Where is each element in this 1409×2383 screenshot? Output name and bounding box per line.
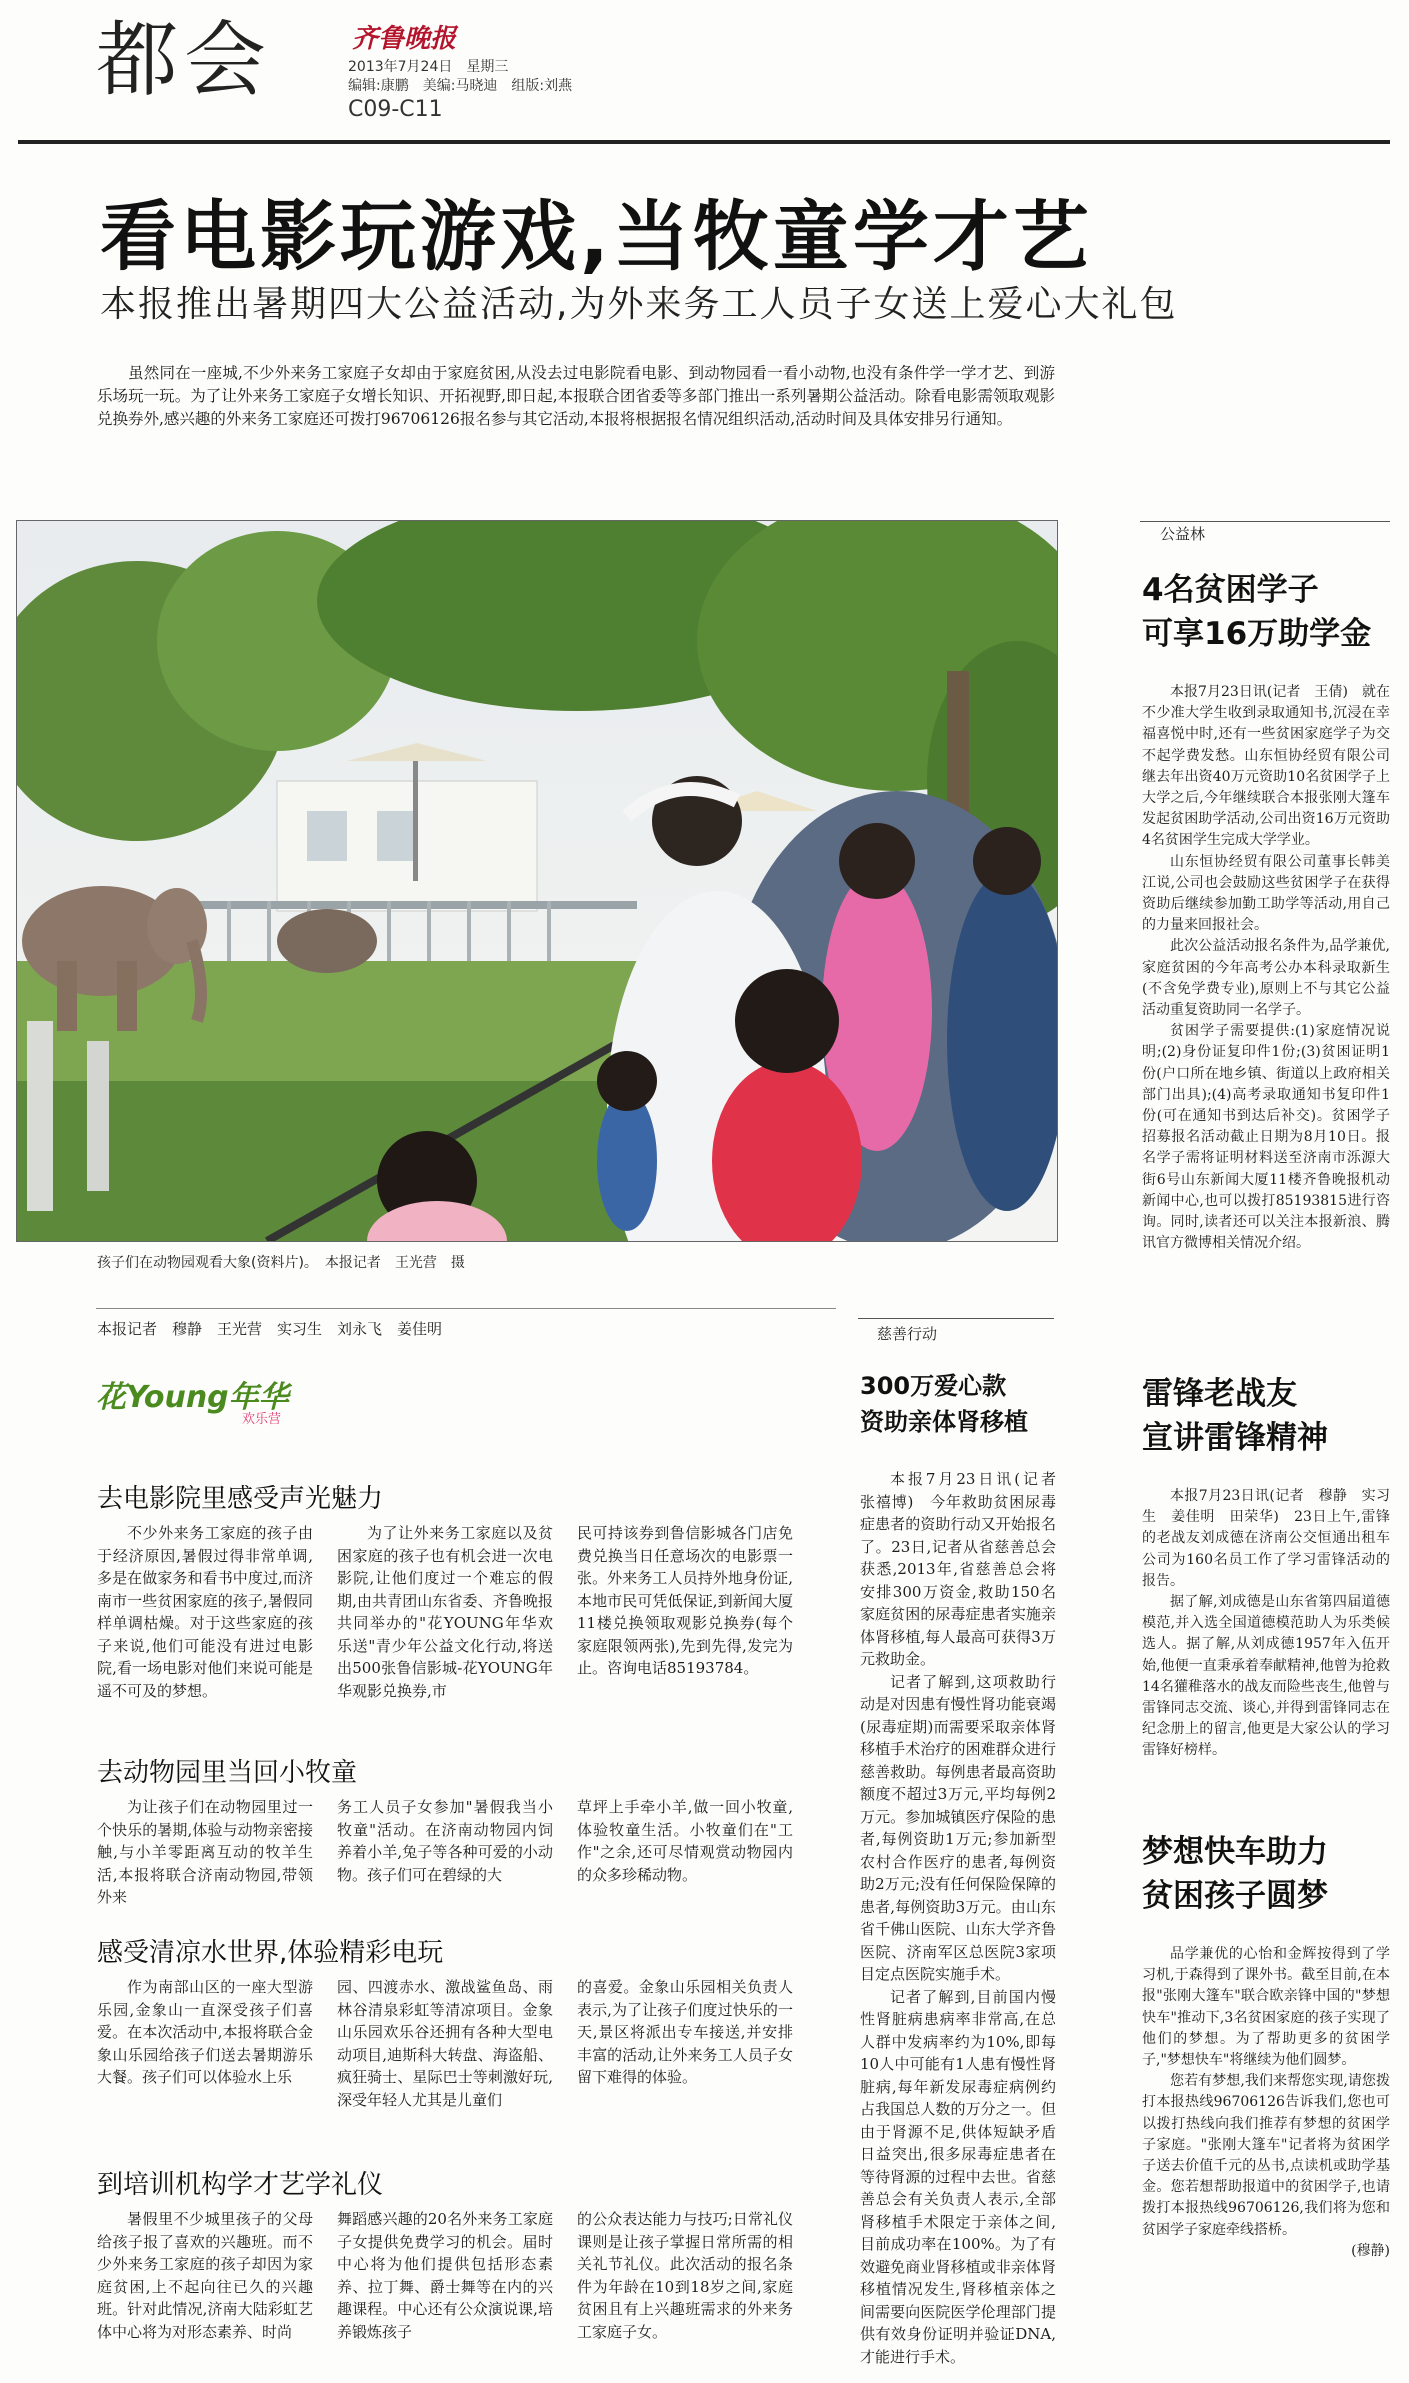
photo-caption: 孩子们在动物园观看大象(资料片)。 本报记者 王光营 摄	[97, 1255, 465, 1271]
right-tag-rule	[1140, 521, 1390, 522]
masthead-logo: 齐鲁晚报	[352, 24, 457, 54]
photo-illustration	[17, 521, 1057, 1241]
section-training-col3: 的公众表达能力与技巧;日常礼仪课则是让孩子掌握日常所需的相关礼节礼仪。此次活动的报名条件为年龄在10到18岁之间,家庭贫困且有上兴趣班需求的外来务工家庭子女。	[577, 2210, 793, 2341]
section-zoo-col3: 草坪上手牵小羊,做一回小牧童,体验牧童生活。小牧童们在"工作"之余,还可尽情观赏动物园内的众多珍稀动物。	[577, 1798, 793, 1884]
section-cinema-col2: 为了让外来务工家庭以及贫困家庭的孩子也有机会进一次电影院,让他们度过一个难忘的假期,由共青团山东省委、齐鲁晚报共同举办的"花YOUNG年华欢乐送"青少年公益文化行动,将送出500张鲁信影城-花YOUNG年华观影兑换券,市	[337, 1524, 553, 1700]
right-article2-title-line1: 雷锋老战友	[1142, 1376, 1297, 1412]
section-waterpark-col1: 作为南部山区的一座大型游乐园,金象山一直深受孩子们喜爱。在本次活动中,本报将联合金象山乐园给孩子们送去暑期游乐大餐。孩子们可以体验水上乐	[97, 1978, 313, 2086]
section-training-col1: 暑假里不少城里孩子的父母给孩子报了喜欢的兴趣班。而不少外来务工家庭的孩子却因为家庭贫困,上不起向往已久的兴趣班。针对此情况,济南大陆彩虹艺体中心将为对形态素养、时尚	[97, 2210, 313, 2341]
section-heading-training: 到培训机构学才艺学礼仪	[97, 2170, 384, 2200]
section-zoo-col1: 为让孩子们在动物园里过一个快乐的暑期,体验与动物亲密接触,与小羊零距离互动的牧羊生活,本报将联合济南动物园,带领外来	[97, 1798, 313, 1906]
right-article3-title-line1: 梦想快车助力	[1142, 1834, 1328, 1870]
logo-text: 花Young年华	[96, 1380, 289, 1415]
section-zoo-col2: 务工人员子女参加"暑假我当小牧童"活动。在济南动物园内饲养着小羊,兔子等各种可爱的小动物。孩子们可在碧绿的大	[337, 1798, 553, 1884]
right-article1-title-line2: 可享16万助学金	[1142, 616, 1372, 652]
zoo-elephant-photo	[16, 520, 1058, 1242]
headline: 看电影玩游戏,当牧童学才艺	[100, 192, 1093, 281]
right-article2-title-line2: 宣讲雷锋精神	[1142, 1420, 1328, 1456]
right-article3-title-line2: 贫困孩子圆梦	[1142, 1878, 1328, 1914]
section-heading-cinema: 去电影院里感受声光魅力	[97, 1484, 384, 1514]
section-waterpark-col3: 的喜爱。金象山乐园相关负责人表示,为了让孩子们度过快乐的一天,景区将派出专车接送,并安排丰富的活动,让外来务工人员子女留下难得的体验。	[577, 1978, 793, 2086]
header-rule	[18, 140, 1390, 144]
middle-article-title-line1: 300万爱心款	[860, 1372, 1007, 1400]
section-heading-waterpark: 感受清凉水世界,体验精彩电玩	[97, 1938, 444, 1968]
middle-tag-rule	[858, 1318, 1054, 1319]
page-range: C09-C11	[348, 97, 443, 122]
intro-paragraph: 虽然同在一座城,不少外来务工家庭子女却由于家庭贫困,从没去过电影院看电影、到动物园看一看小动物,也没有条件学一学才艺、到游乐场玩一玩。为了让外来务工家庭子女增长知识、开拓视野,即日起,本报联合团省委等多部门推出一系列暑期公益活动。除看电影需领取观影兑换券外,感兴趣的外来务工家庭还可拨打96706126报名参与其它活动,本报将根据报名情况组织活动,活动时间及具体安排另行通知。	[97, 364, 1055, 428]
huayoung-logo	[96, 1372, 316, 1432]
middle-article-title-line2: 资助亲体肾移植	[860, 1408, 1028, 1436]
editor-credits: 编辑:康鹏 美编:马晓迪 组版:刘燕	[348, 78, 573, 94]
subheadline: 本报推出暑期四大公益活动,为外来务工人员子女送上爱心大礼包	[100, 284, 1178, 325]
section-cinema-col3: 民可持该券到鲁信影城各门店免费兑换当日任意场次的电影票一张。外来务工人员持外地身份证,本地市民可凭低保证,到新闻大厦11楼兑换领取观影兑换券(每个家庭限领两张),先到先得,发完为止。咨询电话85193784。	[577, 1524, 793, 1677]
middle-column-tag: 慈善行动	[877, 1325, 938, 1343]
section-waterpark-col2: 园、四渡赤水、激战鲨鱼岛、雨林谷清泉彩虹等清凉项目。金象山乐园欢乐谷还拥有各种大型电动项目,迪斯科大转盘、海盗船、疯狂骑士、星际巴士等刺激好玩,深受年轻人尤其是儿童们	[337, 1978, 553, 2109]
logo-subtext: 欢乐营	[242, 1412, 282, 1427]
issue-date: 2013年7月24日 星期三	[348, 59, 509, 75]
section-training-col2: 舞蹈感兴趣的20名外来务工家庭子女提供免费学习的机会。届时中心将为他们提供包括形态素养、拉丁舞、爵士舞等在内的兴趣课程。中心还有公众演说课,培养锻炼孩子	[337, 2210, 553, 2341]
section-title: 都会	[96, 13, 273, 108]
right-article1-title-line1: 4名贫困学子	[1142, 572, 1319, 608]
middle-article-body: 本报7月23日讯(记者 张禧博) 今年救助贫困尿毒症患者的资助行动又开始报名了。23日,记者从省慈善总会获悉,2013年,省慈善总会将安排300万资金,救助150名家庭贫困的尿毒症患者实施亲体肾移植,每人最高可获得3万元救助金。 记者了解到,这项救助行动是对因患有慢性肾功能衰竭(尿毒症期)而需要采取亲体肾移植手术治疗的困难群众进行慈善救助。每例患者最高资助额度不超过3万元,平均每例2万元。参加城镇医疗保险的患者,每例资助1万元;参加新型农村合作医疗的患者,每例资助2万元;没有任何保险保障的患者,每例资助3万元。由山东省千佛山医院、山东大学齐鲁医院、济南军区总医院3家项目定点医院实施手术。 记者了解到,目前国内慢性肾脏病患病率非常高,在总人群中发病率约为10%,即每10人中可能有1人患有慢性肾脏病,每年新发尿毒症病例约占我国总人数的万分之一。但由于肾源不足,供体短缺矛盾日益突出,很多尿毒症患者在等待肾源的过程中去世。省慈善总会有关负责人表示,全部肾移植手术限定于亲体之间,目前成功率在100%。为了有效避免商业肾移植或非亲体肾移植情况发生,肾移植亲体之间需要向医院医学伦理部门提供有效身份证明并验证DNA,才能进行手术。	[860, 1470, 1072, 2366]
right-column-tag: 公益林	[1160, 525, 1206, 543]
right-article3-body: 品学兼优的心怡和金辉按得到了学习机,于森得到了课外书。截至目前,在本报"张刚大篷车"联合欧亲锋中国的"梦想快车"推动下,3名贫困家庭的孩子实现了他们的梦想。为了帮助更多的贫困学子,"梦想快车"将继续为他们圆梦。 您若有梦想,我们来帮您实现,请您拨打本报热线96706126告诉我们,您也可以拨打热线向我们推荐有梦想的贫困学子家庭。"张刚大篷车"记者将为贫困学子送去价值千元的丛书,点读机或助学基金。您若想帮助报道中的贫困学子,也请拨打本报热线96706126,我们将为您和贫困学子家庭牵线搭桥。 (穆静)	[1142, 1946, 1390, 2259]
byline-rule	[96, 1308, 836, 1309]
byline: 本报记者 穆静 王光营 实习生 刘永飞 姜佳明	[97, 1320, 443, 1338]
right-article1-body: 本报7月23日讯(记者 王倩) 就在不少准大学生收到录取通知书,沉浸在幸福喜悦中时,还有一些贫困家庭学子为交不起学费发愁。山东恒协经贸有限公司继去年出资40万元资助10名贫困学子上大学之后,今年继续联合本报张刚大篷车发起贫困助学活动,公司出资16万元资助4名贫困学生完成大学学业。 山东恒协经贸有限公司董事长韩美江说,公司也会鼓励这些贫困学子在获得资助后继续参加勤工助学等活动,用自己的力量来回报社会。 此次公益活动报名条件为,品学兼优,家庭贫困的今年高考公办本科录取新生(不含免学费专业),原则上不与其它公益活动重复资助同一名学子。 贫困学子需要提供:(1)家庭情况说明;(2)身份证复印件1份;(3)贫困证明1份(户口所在地乡镇、街道以上政府相关部门出具);(4)高考录取通知书复印件1份(可在通知书到达后补交)。贫困学子招募报名活动截止日期为8月10日。报名学子需将证明材料送至济南市泺源大街6号山东新闻大厦11楼齐鲁晚报机动新闻中心,也可以拨打85193815进行咨询。同时,读者还可以关注本报新浪、腾讯官方微博相关情况介绍。	[1142, 684, 1390, 1252]
section-cinema-col1: 不少外来务工家庭的孩子由于经济原因,暑假过得非常单调,多是在做家务和看书中度过,而济南市一些贫困家庭的孩子,暑假同样单调枯燥。对于这些家庭的孩子来说,他们可能没有进过电影院,看一场电影对他们来说可能是遥不可及的梦想。	[97, 1524, 313, 1700]
section-heading-zoo: 去动物园里当回小牧童	[97, 1758, 358, 1788]
right-article2-body: 本报7月23日讯(记者 穆静 实习生 姜佳明 田荣华) 23日上午,雷锋的老战友刘成德在济南公交恒通出租车公司为160名员工作了学习雷锋活动的报告。 据了解,刘成德是山东省第四届道德模范,并入选全国道德模范助人为乐类候选人。据了解,从刘成德1957年入伍开始,他便一直秉承着奉献精神,他曾为抢救14名獾稚落水的战友而险些丧生,他曾与雷锋同志交流、谈心,并得到雷锋同志在纪念册上的留言,他更是大家公认的学习雷锋好榜样。	[1142, 1488, 1390, 1759]
